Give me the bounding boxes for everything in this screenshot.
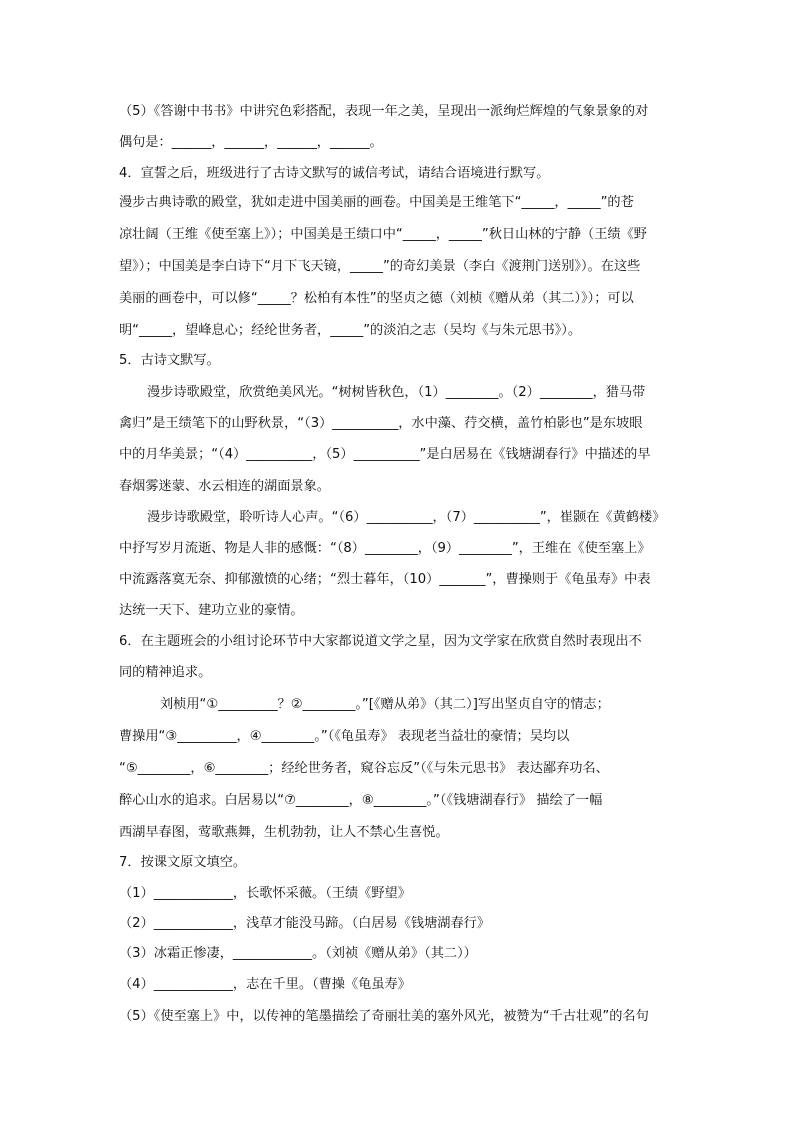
- q4-text-line-2: 凉壮阔（王维《使至塞上》）；中国美是王绩口中“_____，_____”秋日山林的宁静（王绩《野: [119, 227, 647, 242]
- q7-item-1: （1）____________，长歌怀采薇。（王绩《野望》: [119, 886, 411, 901]
- q5-para2-line-4: 达统一天下、建功立业的豪情。: [119, 603, 304, 618]
- question-4-heading: 4．宣誓之后，班级进行了古诗文默写的诚信考试，请结合语境进行默写。: [119, 166, 550, 181]
- q7-item-4: （4）____________，志在千里。（曹操《龟虽寿》: [119, 977, 411, 992]
- q6-text-line-4: 醉心山水的追求。白居易以“⑦________，⑧________。”（《钱塘湖春行》 描绘了一幅: [119, 793, 603, 808]
- q7-item-2: （2）____________，浅草才能没马蹄。（白居易《钱塘湖春行》: [119, 916, 491, 931]
- question-6-heading-cont: 同的精神追求。: [119, 665, 212, 680]
- q4-text-line-4: 美丽的画卷中，可以修“_____？松柏有本性”的坚贞之德（刘桢《赠从弟（其二）》）；可以: [119, 291, 634, 306]
- q6-text-line-3: “⑤________，⑥________；经纶世务者，窥谷忘反”（《与朱元思书》 表达鄙弃功名、: [119, 761, 609, 776]
- q4-text-line-3: 望》）；中国美是李白诗下“月下飞天镜，_____”的奇幻美景（李白《渡荆门送别》）。在这些: [119, 259, 641, 274]
- q6-text-line-1: 刘桢用“①_________？②________。”[《赠从弟》（其二）]写出坚贞自守的情志；: [160, 697, 610, 712]
- q5-para2-line-2: 中抒写岁月流逝、物是人非的感慨：“（8）________，（9）________”，王维在《使至塞上》: [119, 541, 651, 556]
- q5-para1-line-4: 春烟雾迷蒙、水云相连的湖面景象。: [119, 479, 330, 494]
- q3-5-line-2: 偶句是：______，______，______，______。: [119, 135, 383, 150]
- q7-item-5: （5）《使至塞上》中，以传神的笔墨描绘了奇丽壮美的塞外风光，被赞为“千古壮观”的名句: [119, 1009, 649, 1024]
- q5-para2-line-1: 漫步诗歌殿堂，聆听诗人心声。“（6）__________，（7）__________”，崔颢在《黄鹤楼》: [147, 510, 666, 525]
- q5-para1-line-2: 禽归”是王绩笔下的山野秋景，“（3）__________，水中藻、荇交横，盖竹柏影也”是东坡眼: [119, 416, 643, 431]
- q5-para2-line-3: 中流露落寞无奈、抑郁激愤的心绪；“烈士暮年，（10）_______”，曹操则于《龟虽寿》中表: [119, 572, 651, 587]
- question-5-heading: 5．古诗文默写。: [119, 353, 220, 368]
- q5-para1-line-3: 中的月华美景；“（4）__________，（5）__________”是白居易在《钱塘湖春行》中描述的早: [119, 447, 651, 462]
- question-7-heading: 7．按课文原文填空。: [119, 855, 247, 870]
- q5-para1-line-1: 漫步诗歌殿堂，欣赏绝美风光。“树树皆秋色，（1）________。（2）________，猎马带: [147, 385, 646, 400]
- q6-text-line-2: 曹操用“③_________，④________。”（《龟虽寿》 表现老当益壮的豪情；吴均以: [119, 729, 570, 744]
- q4-text-line-1: 漫步古典诗歌的殿堂，犹如走进中国美丽的画卷。中国美是王维笔下“_____，_____”的苍: [119, 195, 634, 210]
- q4-text-line-5: 明“_____，望峰息心；经纶世务者，_____”的淡泊之志（吴均《与朱元思书》）。: [119, 323, 582, 338]
- q6-text-line-5: 西湖早春图，莺歌燕舞，生机勃勃，让人不禁心生喜悦。: [119, 825, 449, 840]
- question-6-heading: 6．在主题班会的小组讨论环节中大家都说道文学之星，因为文学家在欣赏自然时表现出不: [119, 634, 642, 649]
- q7-item-3: （3）冰霜正惨凄，____________。（刘祯《赠从弟》（其二））: [119, 946, 477, 961]
- q3-5-line-1: （5）《答谢中书书》中讲究色彩搭配，表现一年之美，呈现出一派绚烂辉煌的气象景象的对: [119, 104, 649, 119]
